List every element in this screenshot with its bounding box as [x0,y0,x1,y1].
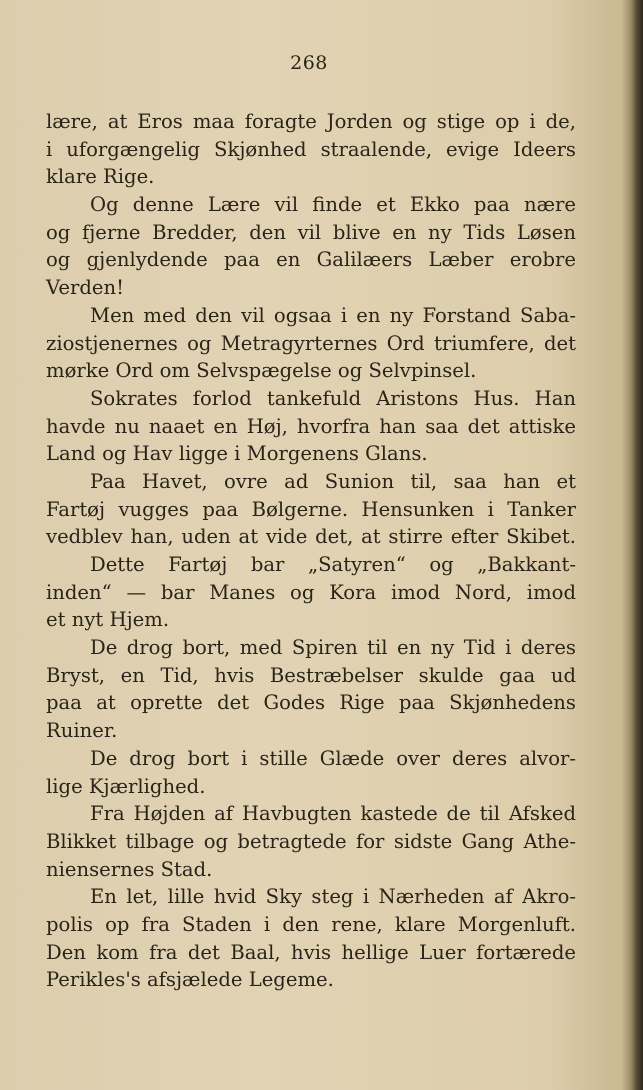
text-line: og gjenlydende paa en Galilæers Læber erobre [46,248,576,272]
text-line: Og denne Lære vil finde et Ekko paa nære [90,193,576,217]
text-line: De drog bort i stille Glæde over deres alvor- [90,746,576,770]
body-text [46,108,576,994]
page-number: 268 [290,52,328,74]
text-line: og fjerne Bredder, den vil blive en ny Tids Løsen [46,220,576,244]
text-line: De drog bort, med Spiren til en ny Tid i deres [90,636,576,660]
text-line: paa at oprette det Godes Rige paa Skjønhedens [46,691,576,715]
text-line: Verden! [46,276,124,300]
page-edge-shadow [621,0,643,1090]
text-line: Dette Fartøj bar „Satyren“ og „Bakkant- [90,553,576,576]
text-line: Bryst, en Tid, hvis Bestræbelser skulde gaa ud [46,663,576,687]
text-line: lære, at Eros maa foragte Jorden og stige op i de, [46,110,576,133]
text-line: Fartøj vugges paa Bølgerne. Hensunken i Tanker [46,497,576,521]
text-line: et nyt Hjem. [46,608,170,632]
text-line: inden“ — bar Manes og Kora imod Nord, imod [46,580,576,604]
text-line: klare Rige. [46,165,155,189]
text-line: Fra Højden af Havbugten kastede de til Afsked [90,802,576,826]
text-line: Sokrates forlod tankefuld Aristons Hus. Han [90,386,576,410]
text-line: Land og Hav ligge i Morgenens Glans. [46,442,428,466]
text-line: havde nu naaet en Høj, hvorfra han saa det attiske [46,414,576,438]
text-line: Blikket tilbage og betragtede for sidste Gang Athe- [46,829,576,853]
text-line: Perikles's afsjælede Legeme. [46,968,334,992]
text-line: ziostjenernes og Metragyrternes Ord triumfere, det [46,331,576,355]
text-line: Paa Havet, ovre ad Sunion til, saa han et [90,469,576,493]
text-line: niensernes Stad. [46,857,213,881]
text-line: Ruiner. [46,719,118,743]
text-line: mørke Ord om Selvspægelse og Selvpinsel. [46,359,477,383]
text-line: polis op fra Staden i den rene, klare Morgenluft. [46,912,576,936]
text-line: En let, lille hvid Sky steg i Nærheden af Akro- [90,885,576,909]
text-line: i uforgængelig Skjønhed straalende, evige Ideers [46,137,576,161]
text-line: lige Kjærlighed. [46,774,206,798]
text-line: vedblev han, uden at vide det, at stirre efter Skibet. [46,525,576,549]
text-line: Men med den vil ogsaa i en ny Forstand Saba- [90,303,576,327]
text-line: Den kom fra det Baal, hvis hellige Luer fortærede [46,940,576,964]
